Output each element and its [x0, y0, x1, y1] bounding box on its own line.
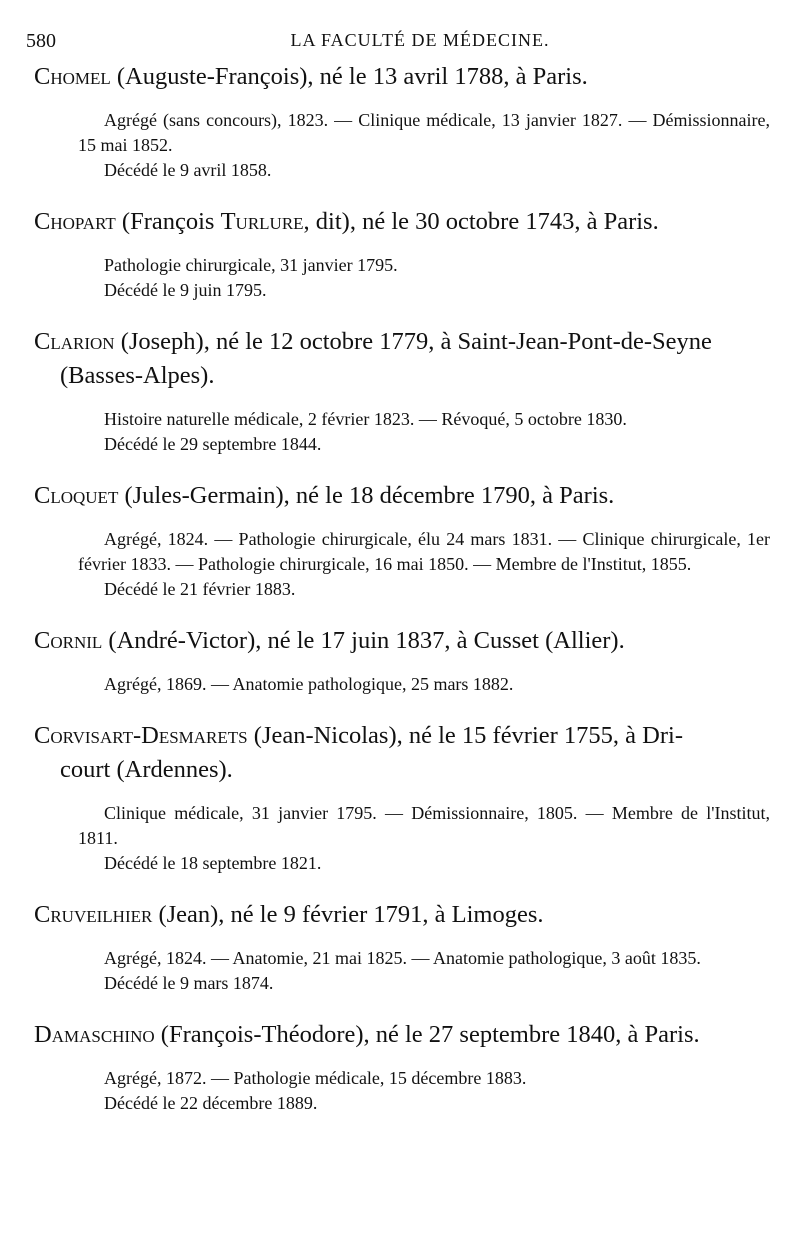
entry-death: Décédé le 18 septembre 1821.: [104, 853, 322, 873]
entry-surname: Cloquet: [34, 482, 119, 509]
running-title: LA FACULTÉ DE MÉDECINE.: [290, 30, 550, 50]
entry-death: Décédé le 9 mars 1874.: [104, 973, 274, 993]
entry-details: Histoire naturelle médicale, 2 février 1823. — Révoqué, 5 octobre 1830.: [104, 409, 627, 429]
entry-surname: Cruveilhier: [34, 901, 153, 928]
entry-heading-text: (Jules-Germain), né le 18 décembre 1790, à Paris.: [118, 482, 615, 509]
entry-cruveilhier: [26, 898, 774, 996]
entry-surname: Chomel: [34, 63, 111, 90]
running-head: [26, 22, 774, 58]
entry-details: Agrégé, 1869. — Anatomie pathologique, 25 mars 1882.: [104, 674, 514, 694]
entry-death: Décédé le 9 avril 1858.: [104, 160, 272, 180]
page-number: 580: [26, 30, 56, 52]
entry-heading: [26, 205, 774, 239]
entry-heading: [26, 325, 774, 393]
entry-death: Décédé le 29 septembre 1844.: [104, 434, 322, 454]
entry-heading-text: (François: [115, 208, 221, 235]
entry-heading: [26, 1018, 774, 1052]
entry-heading: [26, 60, 774, 94]
entry-heading: [26, 719, 774, 787]
entry-cloquet: [26, 479, 774, 602]
entry-heading-text: (Jean-Nicolas), né le 15 février 1755, à Dri-: [247, 722, 684, 749]
entry-surname: Clarion: [34, 328, 115, 355]
entry-heading-continuation: court (Ardennes).: [60, 756, 233, 783]
entry-surname: Chopart: [34, 208, 116, 235]
entry-heading: [26, 624, 774, 658]
entry-heading: [26, 479, 774, 513]
entry-death: Décédé le 9 juin 1795.: [104, 280, 267, 300]
entry-chopart: [26, 205, 774, 303]
entry-heading: [26, 898, 774, 932]
entry-heading-text: (Joseph), né le 12 octobre 1779, à Saint-Jean-Pont-de-Seyne: [114, 328, 712, 355]
entry-chomel: [26, 60, 774, 183]
entry-cornil: [26, 624, 774, 697]
entry-alias: Turlure: [220, 208, 304, 235]
entry-clarion: [26, 325, 774, 457]
entry-heading-continuation: (Basses-Alpes).: [60, 362, 215, 389]
entry-details: Pathologie chirurgicale, 31 janvier 1795.: [104, 255, 398, 275]
entry-details: Agrégé (sans concours), 1823. — Clinique médicale, 13 janvier 1827. — Démissionnaire, 15 mai 1852.: [78, 110, 770, 155]
entry-heading-text: (François-Théodore), né le 27 septembre 1840, à Paris.: [154, 1021, 700, 1048]
entry-details: Agrégé, 1824. — Anatomie, 21 mai 1825. — Anatomie pathologique, 3 août 1835.: [104, 948, 701, 968]
entry-heading-text-2: , dit), né le 30 octobre 1743, à Paris.: [303, 208, 659, 235]
entry-heading-text: (Auguste-François), né le 13 avril 1788, à Paris.: [110, 63, 588, 90]
entry-surname: Damaschino: [34, 1021, 155, 1048]
entry-surname: Cornil: [34, 627, 103, 654]
entry-details: Agrégé, 1872. — Pathologie médicale, 15 décembre 1883.: [104, 1068, 527, 1088]
entry-heading-text: (Jean), né le 9 février 1791, à Limoges.: [152, 901, 544, 928]
entry-corvisart-desmarets: [26, 719, 774, 876]
entry-surname: Corvisart-Desmarets: [34, 722, 248, 749]
entry-heading-text: (André-Victor), né le 17 juin 1837, à Cusset (Allier).: [102, 627, 625, 654]
entry-damaschino: [26, 1018, 774, 1116]
entry-details: Clinique médicale, 31 janvier 1795. — Démissionnaire, 1805. — Membre de l'Institut, 1811.: [78, 803, 770, 848]
entry-death: Décédé le 21 février 1883.: [104, 579, 296, 599]
entry-death: Décédé le 22 décembre 1889.: [104, 1093, 318, 1113]
entry-details: Agrégé, 1824. — Pathologie chirurgicale, élu 24 mars 1831. — Clinique chirurgicale, 1er février 1833. — Pathologie chirurgicale, 16 mai 1850. — Membre de l'Institut, 1855.: [78, 529, 770, 574]
